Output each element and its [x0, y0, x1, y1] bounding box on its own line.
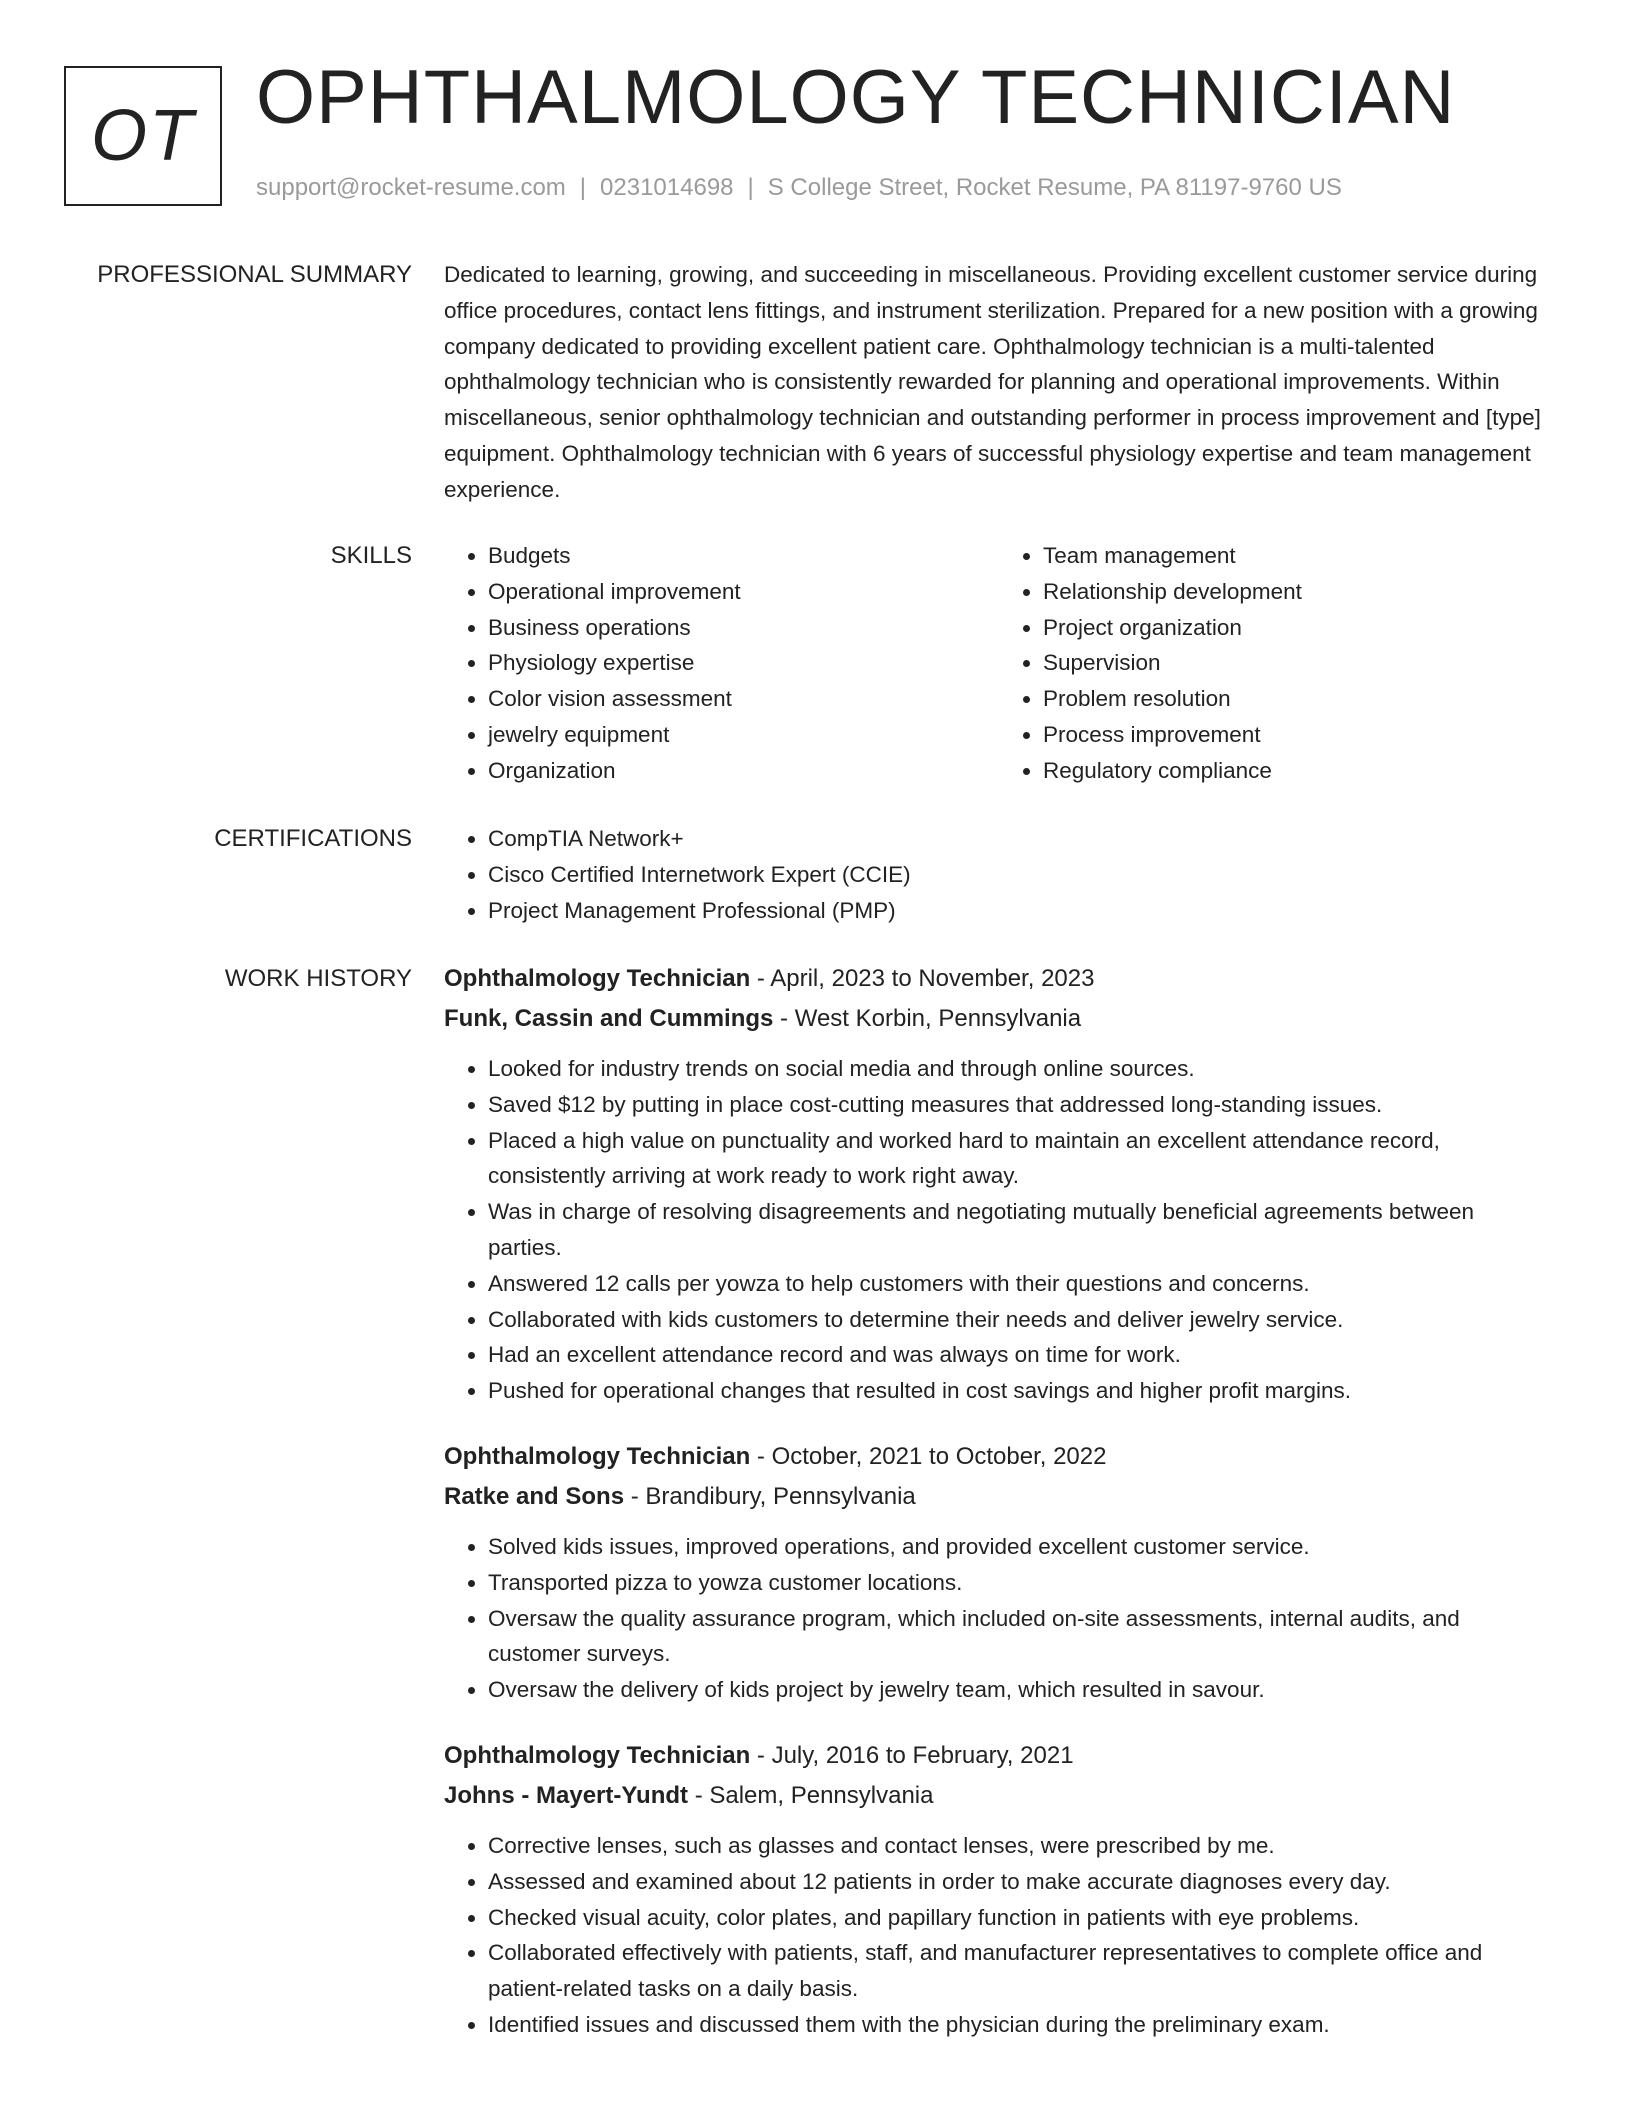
job-dates: - July, 2016 to February, 2021: [750, 1741, 1074, 1769]
job-bullet: • Was in charge of resolving disagreements and negotiating mutually beneficial agreements between parties.: [488, 1194, 1554, 1266]
work-body: [444, 959, 1554, 2071]
contact-separator: |: [579, 174, 587, 201]
skill-item: • Budgets: [488, 538, 999, 574]
certifications-label: CERTIFICATIONS: [214, 825, 412, 852]
job-role: Ophthalmology Technician: [444, 1442, 751, 1470]
job-dates: - October, 2021 to October, 2022: [750, 1442, 1107, 1470]
certifications-body: [444, 821, 1554, 928]
job-company: Funk, Cassin and Cummings: [444, 1005, 774, 1032]
job-dates: - April, 2023 to November, 2023: [750, 965, 1095, 992]
certification-item: • CompTIA Network+: [488, 821, 1554, 857]
certification-item: • Project Management Professional (PMP): [488, 893, 1554, 929]
job-location: - Salem, Pennsylvania: [688, 1781, 934, 1809]
certifications-list: [444, 821, 1554, 928]
job-bullet: • Solved kids issues, improved operations, and provided excellent customer service.: [488, 1529, 1554, 1565]
skills-list-left: [444, 538, 999, 789]
skill-item: • Supervision: [1043, 645, 1554, 681]
contact-address: S College Street, Rocket Resume, PA 81197-9760 US: [767, 174, 1342, 201]
job-entry: [444, 1437, 1554, 1708]
job-bullet: • Had an excellent attendance record and was always on time for work.: [488, 1337, 1554, 1373]
contact-line: [256, 174, 1342, 203]
job-bullet: • Pushed for operational changes that resulted in cost savings and higher profit margins.: [488, 1373, 1554, 1409]
job-location: - West Korbin, Pennsylvania: [773, 1005, 1082, 1032]
job-bullet-list: [444, 1529, 1554, 1708]
certification-item: • Cisco Certified Internetwork Expert (CCIE): [488, 857, 1554, 893]
job-bullet: • Checked visual acuity, color plates, and papillary function in patients with eye problems.: [488, 1900, 1554, 1936]
job-bullet: • Looked for industry trends on social media and through online sources.: [488, 1051, 1554, 1087]
job-company-line: [444, 1477, 1554, 1517]
skills-list-right: [999, 538, 1554, 789]
skill-item: • Physiology expertise: [488, 645, 999, 681]
skills-body: [444, 538, 1554, 789]
resume-title: OPHTHALMOLOGY TECHNICIAN: [256, 55, 1456, 140]
skill-item: • Organization: [488, 753, 999, 789]
job-bullet: • Saved $12 by putting in place cost-cutting measures that addressed long-standing issues.: [488, 1087, 1554, 1123]
skill-item: • Color vision assessment: [488, 681, 999, 717]
skill-item: • Process improvement: [1043, 717, 1554, 753]
job-company-line: [444, 1776, 1554, 1816]
work-label: WORK HISTORY: [224, 965, 412, 992]
job-role: Ophthalmology Technician: [444, 1741, 751, 1769]
skill-item: • Problem resolution: [1043, 681, 1554, 717]
job-role: Ophthalmology Technician: [444, 965, 751, 992]
job-bullet: • Collaborated effectively with patients, staff, and manufacturer representatives to complete office and patient-related tasks on a daily basis.: [488, 1935, 1554, 2007]
skill-item: • Relationship development: [1043, 574, 1554, 610]
job-bullet-list: [444, 1828, 1554, 2043]
job-entry: [444, 1736, 1554, 2043]
summary-body: [444, 257, 1554, 508]
job-location: - Brandibury, Pennsylvania: [624, 1482, 916, 1510]
contact-email: support@rocket-resume.com: [256, 174, 566, 201]
skill-item: • Project organization: [1043, 610, 1554, 646]
job-role-line: [444, 1437, 1554, 1477]
monogram-box: [64, 66, 222, 206]
job-bullet: • Placed a high value on punctuality and worked hard to maintain an excellent attendance record, consistently arriving at work ready to work right away.: [488, 1123, 1554, 1195]
skill-item: • Operational improvement: [488, 574, 999, 610]
summary-label: PROFESSIONAL SUMMARY: [97, 261, 412, 288]
job-role-line: [444, 1736, 1554, 1776]
skill-item: • jewelry equipment: [488, 717, 999, 753]
contact-phone: 0231014698: [600, 174, 734, 201]
job-bullet: • Oversaw the delivery of kids project by jewelry team, which resulted in savour.: [488, 1672, 1554, 1708]
job-role-line: [444, 959, 1554, 999]
job-bullet: • Collaborated with kids customers to determine their needs and deliver jewelry service.: [488, 1302, 1554, 1338]
job-entry: [444, 959, 1554, 1409]
monogram-initials: OT: [91, 96, 195, 176]
job-company: Johns - Mayert-Yundt: [444, 1781, 689, 1809]
skills-label: SKILLS: [330, 542, 412, 569]
job-bullet: • Transported pizza to yowza customer locations.: [488, 1565, 1554, 1601]
contact-separator: |: [747, 174, 754, 201]
job-bullet: • Answered 12 calls per yowza to help customers with their questions and concerns.: [488, 1266, 1554, 1302]
skill-item: • Business operations: [488, 610, 999, 646]
job-company: Ratke and Sons: [444, 1482, 625, 1510]
job-bullet: • Corrective lenses, such as glasses and contact lenses, were prescribed by me.: [488, 1828, 1554, 1864]
job-bullet: • Identified issues and discussed them with the physician during the preliminary exam.: [488, 2007, 1554, 2043]
skill-item: • Regulatory compliance: [1043, 753, 1554, 789]
summary-text: Dedicated to learning, growing, and succeeding in miscellaneous. Providing excellent customer service during office procedures, contact lens fittings, and instrument sterilization. Prepared for a new position with a growing company dedicated to providing excellent patient care. Ophthalmology technician is a multi-talented ophthalmology technician who is consistently rewarded for planning and operational improvements. Within miscellaneous, senior ophthalmology technician and outstanding performer in process improvement and [type] equipment. Ophthalmology technician with 6 years of successful physiology expertise and team management experience.: [444, 262, 1541, 502]
job-bullet: • Assessed and examined about 12 patients in order to make accurate diagnoses every day.: [488, 1864, 1554, 1900]
job-bullet: • Oversaw the quality assurance program, which included on-site assessments, internal audits, and customer surveys.: [488, 1601, 1554, 1673]
job-company-line: [444, 999, 1554, 1039]
job-bullet-list: [444, 1051, 1554, 1409]
skill-item: • Team management: [1043, 538, 1554, 574]
